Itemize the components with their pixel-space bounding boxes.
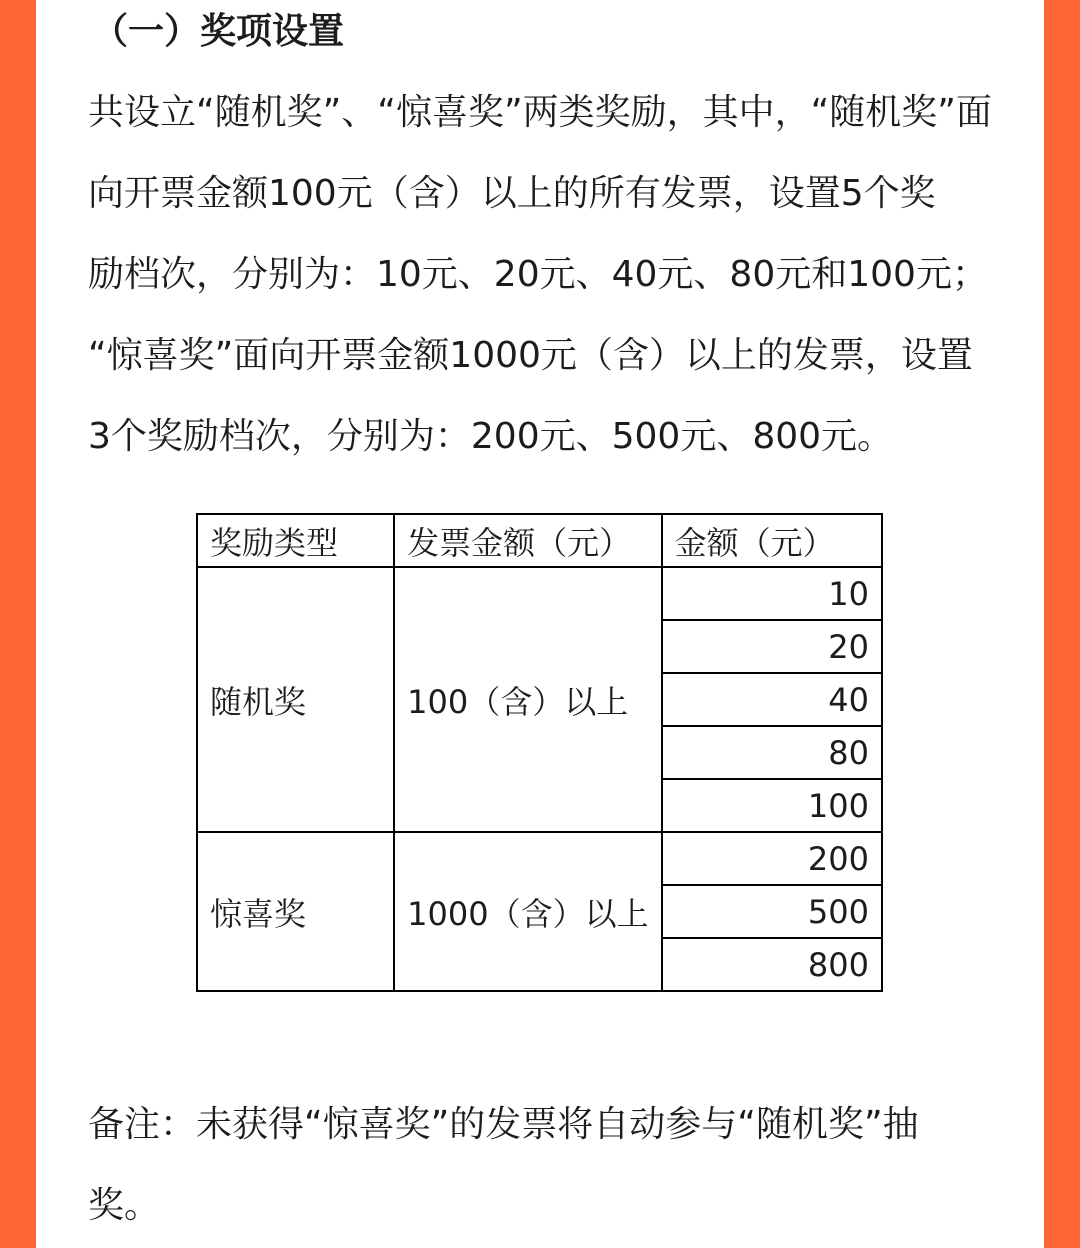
amount-cell: 100 [662,779,882,832]
amount-cell: 10 [662,567,882,620]
right-orange-border [1044,0,1080,1248]
left-orange-border [0,0,36,1248]
intro-line: “惊喜奖”面向开票金额1000元（含）以上的发票，设置 [88,335,973,376]
amount-cell: 800 [662,938,882,991]
note-paragraph [88,1084,1008,1246]
invoice-range-cell: 1000（含）以上 [394,832,661,991]
amount-cell: 80 [662,726,882,779]
amount-cell: 200 [662,832,882,885]
invoice-range-cell: 100（含）以上 [394,567,661,832]
header-invoice-amount: 发票金额（元） [394,514,661,567]
prize-table [196,513,883,992]
prize-type-cell: 随机奖 [197,567,394,832]
intro-line: 共设立“随机奖”、“惊喜奖”两类奖励，其中，“随机奖”面 [88,92,992,133]
intro-line: 3个奖励档次，分别为：200元、500元、800元。 [88,416,894,457]
header-prize-type: 奖励类型 [197,514,394,567]
amount-cell: 500 [662,885,882,938]
section-title: （一）奖项设置 [92,11,345,52]
note-line: 备注：未获得“惊喜奖”的发票将自动参与“随机奖”抽 [88,1104,919,1145]
prize-type-cell: 惊喜奖 [197,832,394,991]
table-row [197,832,882,885]
table-header-row [197,514,882,567]
header-reward-amount: 金额（元） [662,514,882,567]
amount-cell: 40 [662,673,882,726]
amount-cell: 20 [662,620,882,673]
table-row [197,567,882,620]
note-line: 奖。 [88,1185,161,1226]
intro-line: 向开票金额100元（含）以上的所有发票，设置5个奖 [88,173,936,214]
intro-line: 励档次，分别为：10元、20元、40元、80元和100元； [88,254,988,295]
intro-paragraph [88,72,1008,477]
